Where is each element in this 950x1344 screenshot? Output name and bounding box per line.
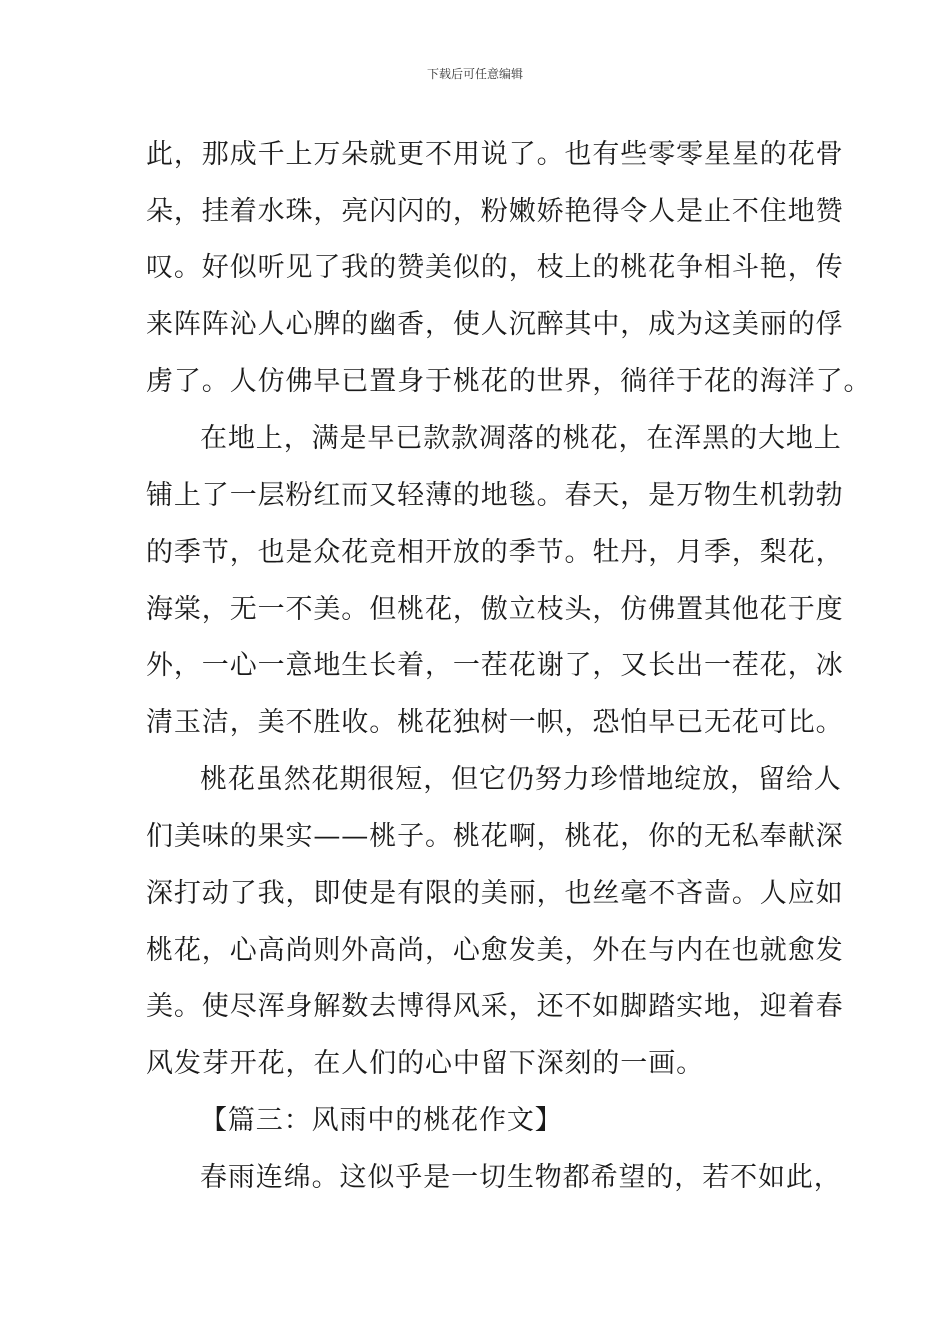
text-line: 铺上了一层粉红而又轻薄的地毯。春天，是万物生机勃勃 xyxy=(146,480,844,511)
paragraph-first-line: 春雨连绵。这似乎是一切生物都希望的，若不如此， xyxy=(200,1162,842,1193)
text-line: 们美味的果实——桃子。桃花啊，桃花，你的无私奉献深 xyxy=(146,821,844,852)
text-line: 此，那成千上万朵就更不用说了。也有些零零星星的花骨 xyxy=(146,139,844,170)
header-note: 下载后可任意编辑 xyxy=(426,67,523,81)
section-heading: 【篇三：风雨中的桃花作文】 xyxy=(200,1105,563,1136)
paragraph-first-line: 桃花虽然花期很短，但它仍努力珍惜地绽放，留给人 xyxy=(200,764,842,795)
text-line: 朵，挂着水珠，亮闪闪的，粉嫩娇艳得令人是止不住地赞 xyxy=(146,196,844,227)
paragraph-first-line: 在地上，满是早已款款凋落的桃花，在浑黑的大地上 xyxy=(200,423,842,454)
text-line: 海棠，无一不美。但桃花，傲立枝头，仿佛置其他花于度 xyxy=(146,594,844,625)
text-line: 的季节，也是众花竞相开放的季节。牡丹，月季，梨花， xyxy=(146,537,844,568)
text-line: 外，一心一意地生长着，一茬花谢了，又长出一茬花，冰 xyxy=(146,650,844,681)
text-line: 美。使尽浑身解数去博得风采，还不如脚踏实地，迎着春 xyxy=(146,991,844,1022)
text-line: 风发芽开花，在人们的心中留下深刻的一画。 xyxy=(146,1048,704,1079)
text-line: 叹。好似听见了我的赞美似的，枝上的桃花争相斗艳，传 xyxy=(146,252,844,283)
text-line: 深打动了我，即使是有限的美丽，也丝毫不吝啬。人应如 xyxy=(146,878,844,909)
text-line: 清玉洁，美不胜收。桃花独树一帜，恐怕早已无花可比。 xyxy=(146,707,844,738)
text-line: 来阵阵沁人心脾的幽香，使人沉醉其中，成为这美丽的俘 xyxy=(146,309,844,340)
text-line: 桃花，心高尚则外高尚，心愈发美，外在与内在也就愈发 xyxy=(146,935,844,966)
text-line: 虏了。人仿佛早已置身于桃花的世界，徜徉于花的海洋了。 xyxy=(146,366,872,397)
